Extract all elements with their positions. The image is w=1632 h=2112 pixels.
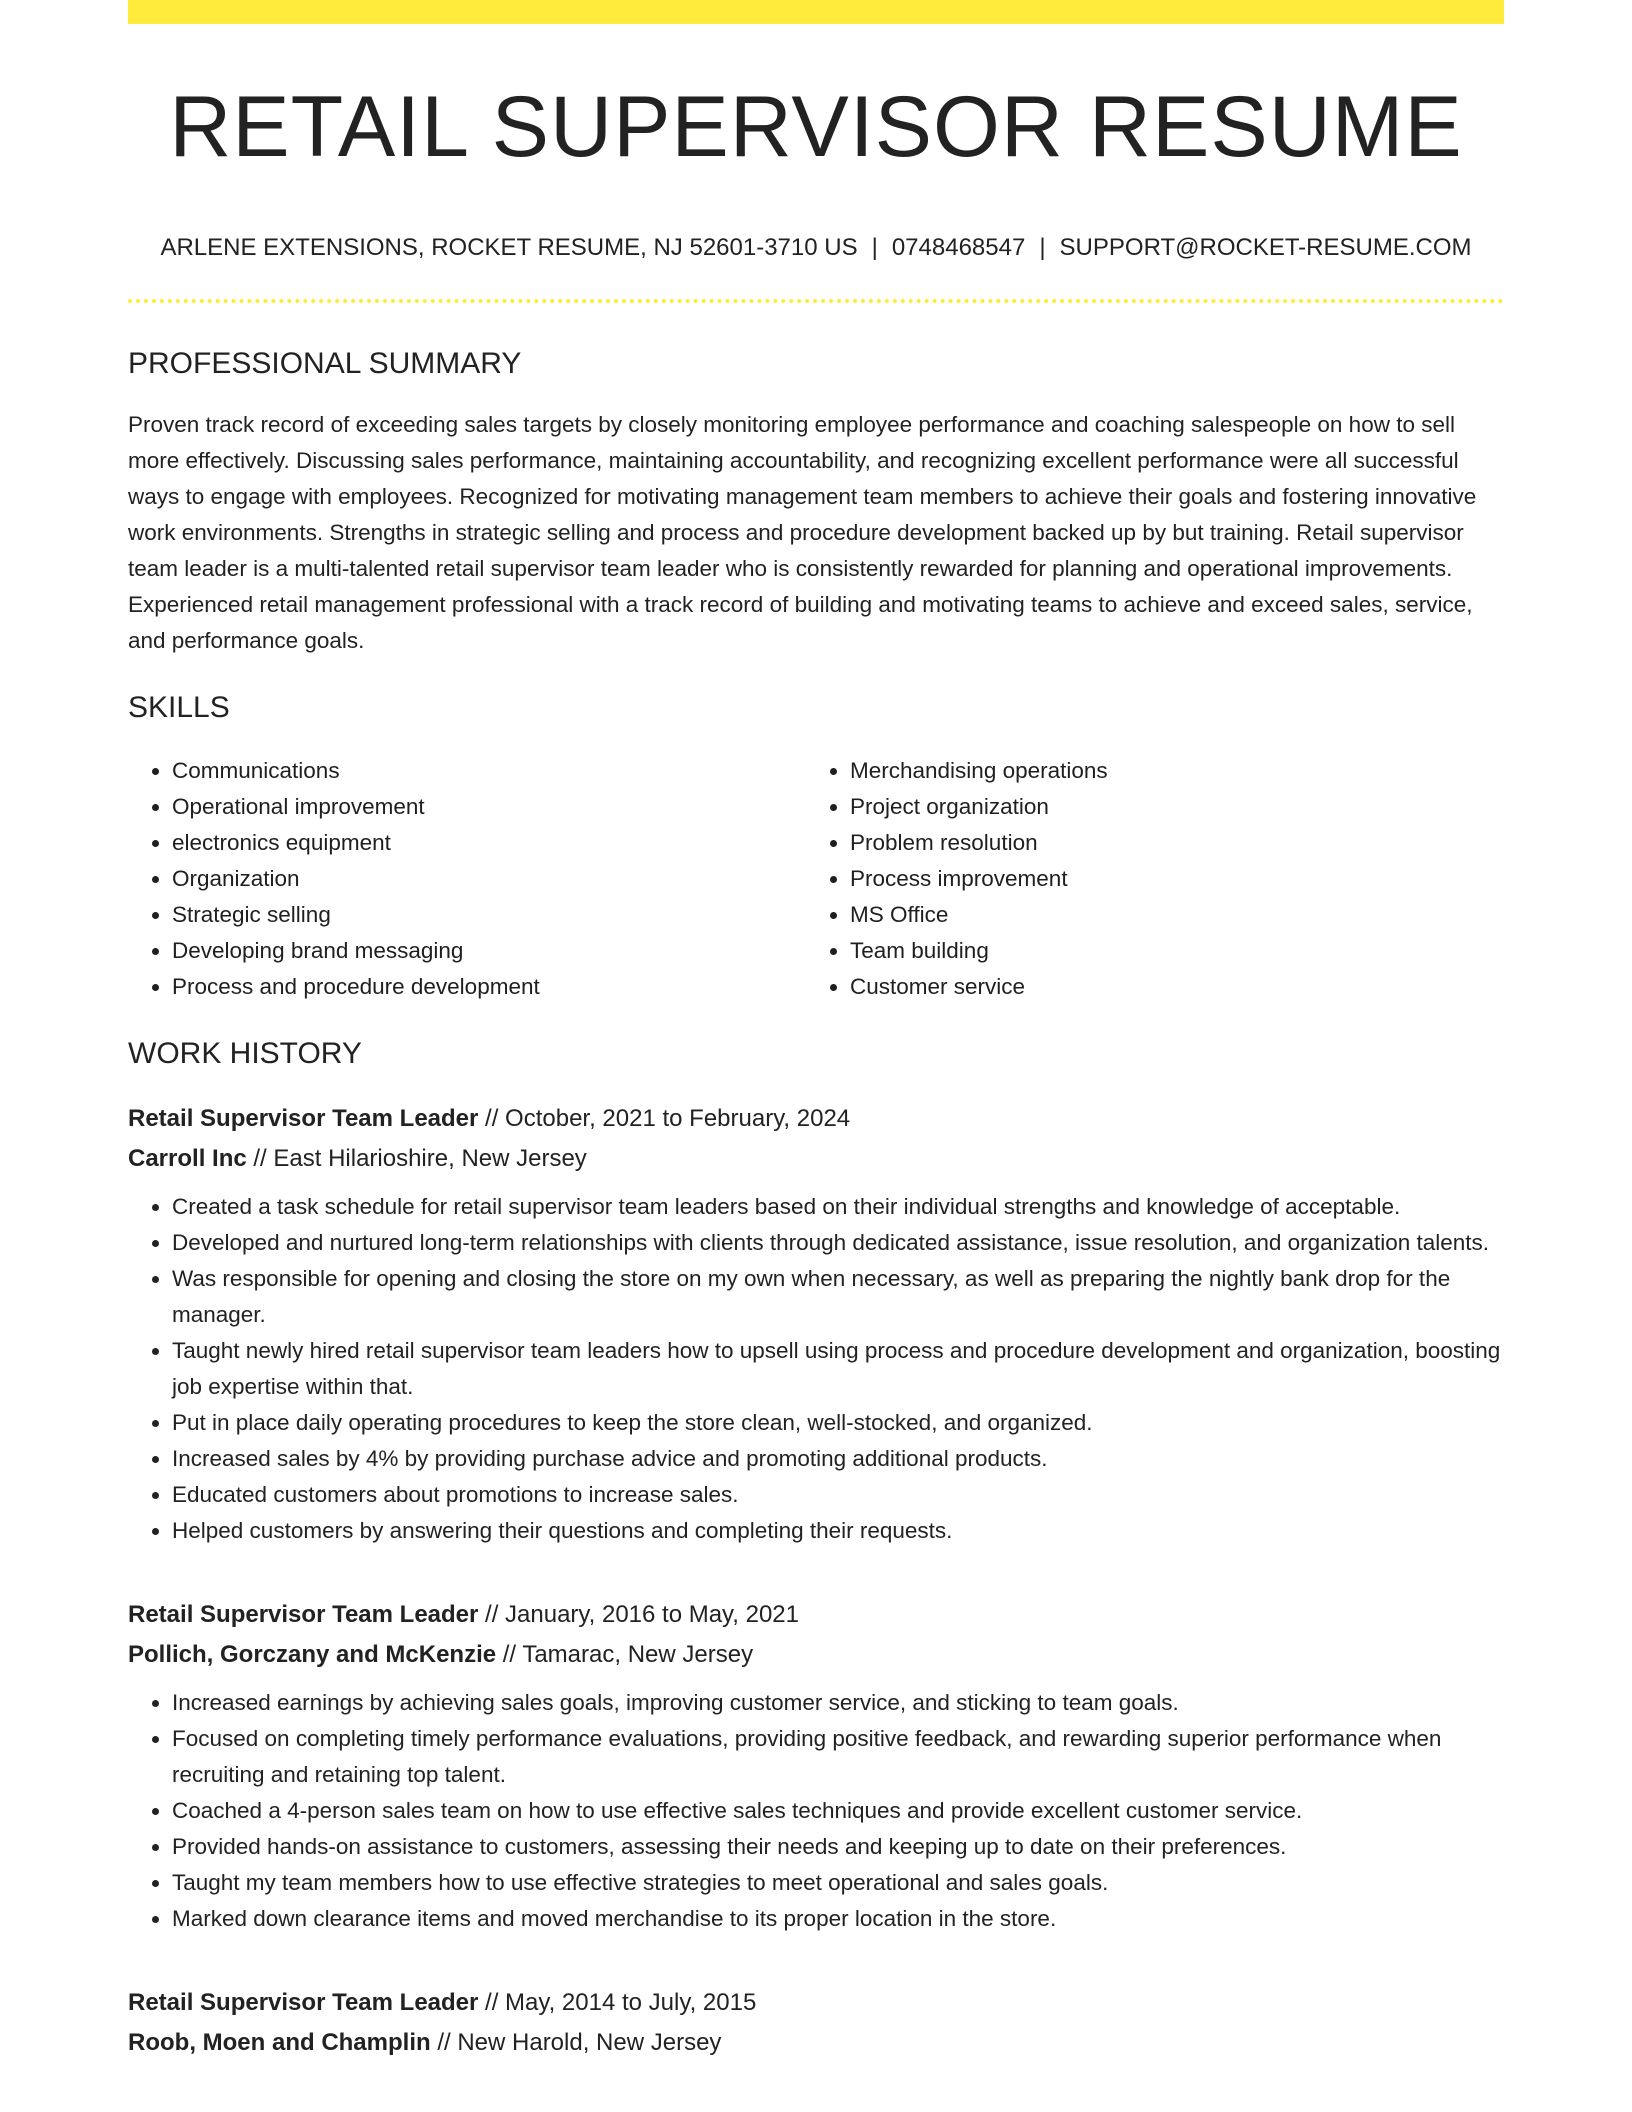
job-bullets bbox=[128, 1189, 1504, 1549]
job-location: // Tamarac, New Jersey bbox=[496, 1640, 754, 1668]
job-company: Pollich, Gorczany and McKenzie bbox=[128, 1640, 497, 1668]
job-bullet: • Increased earnings by achieving sales goals, improving customer service, and sticking to team goals. bbox=[172, 1685, 1504, 1721]
skill-item: • Project organization bbox=[850, 789, 1484, 825]
job-bullet: • Created a task schedule for retail supervisor team leaders based on their individual strengths and knowledge of acceptable. bbox=[172, 1189, 1504, 1225]
job-bullets bbox=[128, 1685, 1504, 1937]
job-title: Retail Supervisor Team Leader bbox=[128, 1988, 479, 2016]
page-title: RETAIL SUPERVISOR RESUME bbox=[169, 79, 1463, 175]
skill-item: • electronics equipment bbox=[172, 825, 806, 861]
summary-text: Proven track record of exceeding sales targets by closely monitoring employee performance and coaching salespeople on how to sell more effectively. Discussing sales performance, maintaining accountability, and recognizing excellent performance were all successful ways to engage with employees. Recognized for motivating management team members to achieve their goals and fostering innovative work environments. Strengths in strategic selling and process and procedure development backed up by but training. Retail supervisor team leader is a multi-talented retail supervisor team leader who is consistently rewarded for planning and operational improvements. Experienced retail management professional with a track record of building and motivating teams to achieve and exceed sales, service, and performance goals. bbox=[128, 411, 1477, 653]
work-history-heading: WORK HISTORY bbox=[128, 1036, 362, 1070]
skills-column-right bbox=[806, 753, 1484, 1005]
job-title: Retail Supervisor Team Leader bbox=[128, 1600, 479, 1628]
job-bullet: • Taught newly hired retail supervisor team leaders how to upsell using process and procedure development and organization, boosting job expertise within that. bbox=[172, 1333, 1504, 1405]
skills-column-left bbox=[128, 753, 806, 1005]
job-bullet: • Coached a 4-person sales team on how to use effective sales techniques and provide excellent customer service. bbox=[172, 1793, 1504, 1829]
job-bullet: • Was responsible for opening and closing the store on my own when necessary, as well as preparing the nightly bank drop for the manager. bbox=[172, 1261, 1504, 1333]
job-bullet: • Provided hands-on assistance to customers, assessing their needs and keeping up to date on their preferences. bbox=[172, 1829, 1504, 1865]
job-title-line bbox=[128, 1099, 1504, 1139]
job-bullet: • Focused on completing timely performance evaluations, providing positive feedback, and rewarding superior performance when recruiting and retaining top talent. bbox=[172, 1721, 1504, 1793]
skills-list bbox=[128, 753, 1504, 1005]
skill-item: • Process and procedure development bbox=[172, 969, 806, 1005]
job-title-line bbox=[128, 1595, 1504, 1635]
job-bullet: • Increased sales by 4% by providing purchase advice and promoting additional products. bbox=[172, 1441, 1504, 1477]
job-dates: // October, 2021 to February, 2024 bbox=[478, 1104, 851, 1132]
job-title: Retail Supervisor Team Leader bbox=[128, 1104, 479, 1132]
job-bullet: • Educated customers about promotions to increase sales. bbox=[172, 1477, 1504, 1513]
job-company-line bbox=[128, 1635, 1504, 1675]
skill-item: • Operational improvement bbox=[172, 789, 806, 825]
skill-item: • Problem resolution bbox=[850, 825, 1484, 861]
job-entry bbox=[128, 1983, 1504, 2063]
contact-separator: | bbox=[1039, 234, 1046, 261]
resume-page bbox=[128, 0, 1504, 2063]
job-bullet: • Marked down clearance items and moved merchandise to its proper location in the store. bbox=[172, 1901, 1504, 1937]
job-location: // New Harold, New Jersey bbox=[430, 2028, 722, 2056]
job-dates: // May, 2014 to July, 2015 bbox=[478, 1988, 757, 2016]
contact-line bbox=[128, 234, 1504, 263]
job-bullet: • Put in place daily operating procedures to keep the store clean, well-stocked, and organized. bbox=[172, 1405, 1504, 1441]
top-accent-bar bbox=[128, 0, 1504, 24]
job-dates: // January, 2016 to May, 2021 bbox=[478, 1600, 799, 1628]
skill-item: • Developing brand messaging bbox=[172, 933, 806, 969]
skill-item: • Merchandising operations bbox=[850, 753, 1484, 789]
job-title-line bbox=[128, 1983, 1504, 2023]
contact-separator: | bbox=[871, 234, 878, 261]
summary-heading: PROFESSIONAL SUMMARY bbox=[128, 346, 522, 380]
job-bullet: • Developed and nurtured long-term relationships with clients through dedicated assistance, issue resolution, and organization talents. bbox=[172, 1225, 1504, 1261]
contact-address: ARLENE EXTENSIONS, ROCKET RESUME, NJ 52601-3710 US bbox=[160, 234, 858, 261]
skill-item: • Team building bbox=[850, 933, 1484, 969]
job-company: Roob, Moen and Champlin bbox=[128, 2028, 431, 2056]
skill-item: • MS Office bbox=[850, 897, 1484, 933]
job-location: // East Hilarioshire, New Jersey bbox=[246, 1144, 587, 1172]
skill-item: • Process improvement bbox=[850, 861, 1484, 897]
skill-item: • Customer service bbox=[850, 969, 1484, 1005]
contact-phone: 0748468547 bbox=[891, 234, 1026, 261]
job-company-line bbox=[128, 2023, 1504, 2063]
skill-item: • Strategic selling bbox=[172, 897, 806, 933]
job-company: Carroll Inc bbox=[128, 1144, 247, 1172]
skills-heading: SKILLS bbox=[128, 690, 230, 724]
skill-item: • Communications bbox=[172, 753, 806, 789]
job-bullet: • Helped customers by answering their questions and completing their requests. bbox=[172, 1513, 1504, 1549]
job-entry bbox=[128, 1595, 1504, 1937]
contact-email: SUPPORT@ROCKET-RESUME.COM bbox=[1059, 234, 1472, 261]
job-entry bbox=[128, 1099, 1504, 1549]
dotted-divider bbox=[128, 299, 1504, 303]
job-bullet: • Taught my team members how to use effective strategies to meet operational and sales goals. bbox=[172, 1865, 1504, 1901]
job-company-line bbox=[128, 1139, 1504, 1179]
skill-item: • Organization bbox=[172, 861, 806, 897]
